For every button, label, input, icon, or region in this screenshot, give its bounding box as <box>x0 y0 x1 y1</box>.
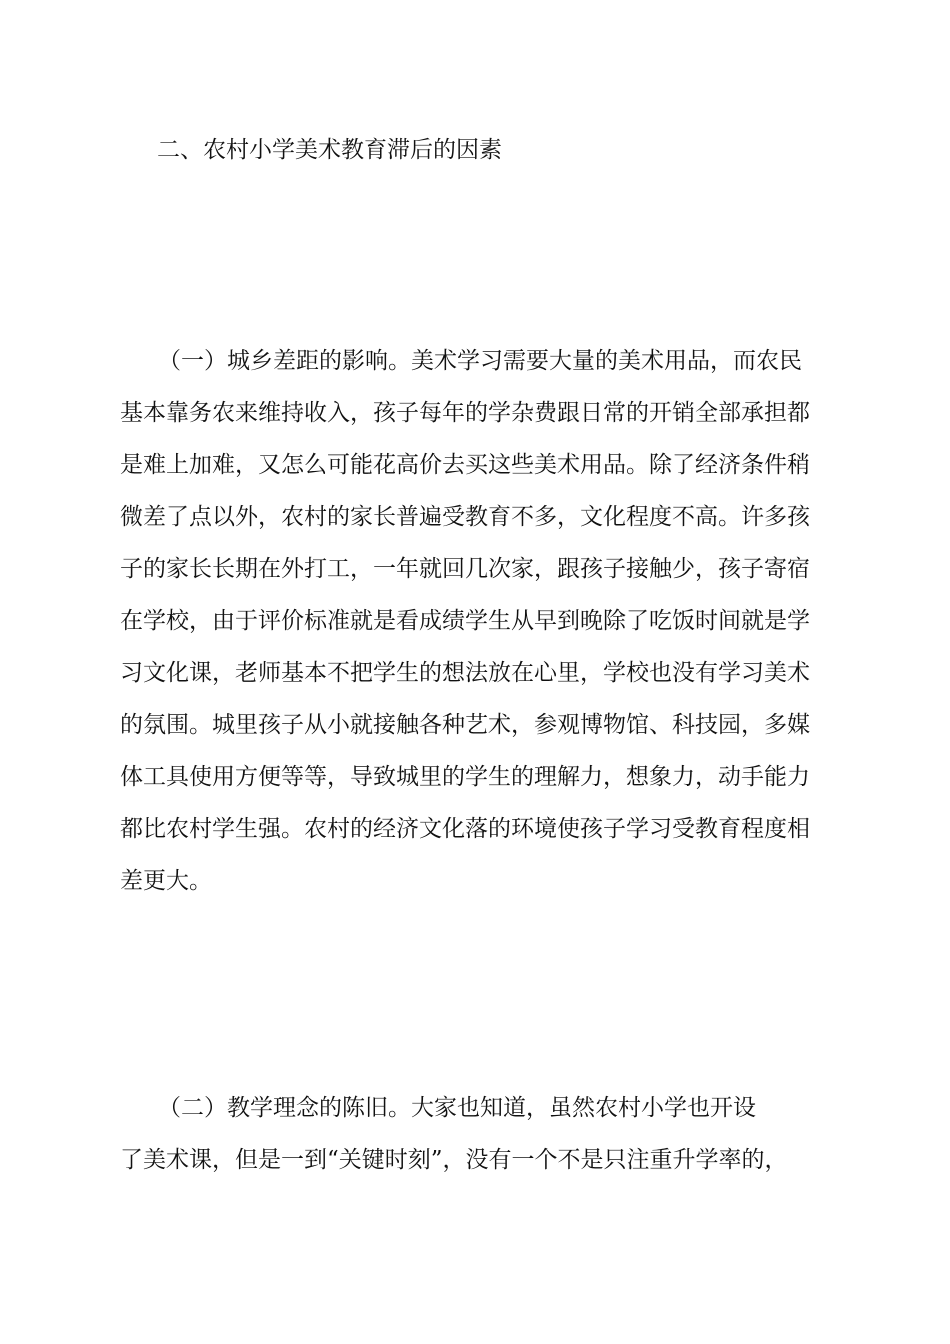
paragraph-line: 体工具使用方便等等，导致城里的学生的理解力，想象力，动手能力 <box>120 764 810 790</box>
paragraph-line: 在学校，由于评价标准就是看成绩学生从早到晚除了吃饭时间就是学 <box>120 608 810 634</box>
paragraph-line: （一）城乡差距的影响。美术学习需要大量的美术用品，而农民 <box>158 348 802 374</box>
paragraph-line: 子的家长长期在外打工，一年就回几次家，跟孩子接触少，孩子寄宿 <box>120 556 810 582</box>
paragraph-line: 都比农村学生强。农村的经济文化落的环境使孩子学习受教育程度相 <box>120 816 810 842</box>
paragraph-urban-rural-gap <box>120 335 832 907</box>
paragraph-line: 差更大。 <box>120 868 212 894</box>
paragraph-line: 基本靠务农来维持收入，孩子每年的学杂费跟日常的开销全部承担都 <box>120 400 810 426</box>
paragraph-line: 是难上加难，又怎么可能花高价去买这些美术用品。除了经济条件稍 <box>120 452 810 478</box>
paragraph-line: 了美术课，但是一到“关键时刻”，没有一个不是只注重升学率的， <box>120 1147 788 1173</box>
paragraph-outdated-teaching-concepts <box>120 1082 832 1186</box>
paragraph-line: 微差了点以外，农村的家长普遍受教育不多，文化程度不高。许多孩 <box>120 504 810 530</box>
paragraph-line: 的氛围。城里孩子从小就接触各种艺术，参观博物馆、科技园，多媒 <box>120 712 810 738</box>
paragraph-line: （二）教学理念的陈旧。大家也知道，虽然农村小学也开设 <box>158 1095 756 1121</box>
paragraph-line: 习文化课，老师基本不把学生的想法放在心里，学校也没有学习美术 <box>120 660 810 686</box>
section-heading: 二、农村小学美术教育滞后的因素 <box>157 137 502 163</box>
